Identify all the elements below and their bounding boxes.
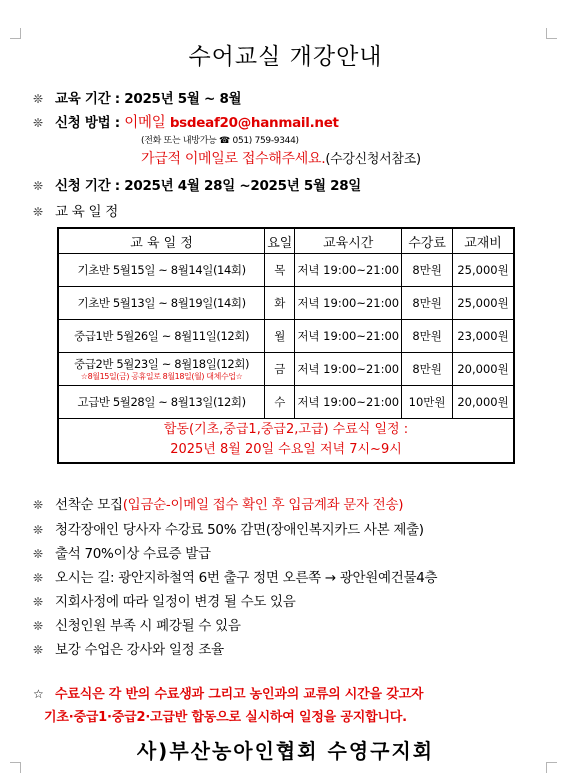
course-cell xyxy=(58,352,265,385)
method-note-black: (수강신청서참조) xyxy=(325,152,421,167)
closing-line-1 xyxy=(33,683,423,702)
note-item xyxy=(33,590,296,610)
column-header-day: 요일 xyxy=(265,228,295,254)
bullet-icon: ❊ xyxy=(33,643,43,657)
time-cell: 저녁 19:00~21:00 xyxy=(295,254,402,287)
note-item xyxy=(33,638,224,658)
apply-period-line xyxy=(33,174,361,194)
note-text-red: (입금순-이메일 접수 확인 후 입금계좌 문자 전송) xyxy=(122,497,404,513)
fee-cell: 8만원 xyxy=(402,319,453,352)
joint-ceremony-line2: 2025년 8월 20일 수요일 저녁 7시~9시 xyxy=(170,442,402,458)
bullet-icon: ❊ xyxy=(33,523,43,537)
closing-text-1: 수료식은 각 반의 수료생과 그리고 농인과의 교류의 시간을 갖고자 xyxy=(55,687,424,702)
schedule-heading-line xyxy=(33,200,118,220)
fee-cell: 8만원 xyxy=(402,254,453,287)
period-label: 교육 기간 : xyxy=(55,91,120,107)
note-text: 지회사정에 따라 일정이 변경 될 수도 있음 xyxy=(55,594,296,610)
closing-line-2: 기초·중급1·중급2·고급반 합동으로 실시하여 일정을 공지합니다. xyxy=(44,710,407,725)
schedule-heading: 교 육 일 정 xyxy=(55,204,118,220)
note-text: 오시는 길: 광안지하철역 6번 출구 정면 오른쪽 → 광안원예건물4층 xyxy=(55,570,438,586)
day-cell: 금 xyxy=(265,352,295,385)
bullet-icon: ❊ xyxy=(33,595,43,609)
method-note-red: 가급적 이메일로 접수해주세요. xyxy=(141,151,326,167)
bullet-icon: ❊ xyxy=(33,571,43,585)
bullet-icon: ❊ xyxy=(33,619,43,633)
column-header-time: 교육시간 xyxy=(295,228,402,254)
column-header-fee: 수강료 xyxy=(402,228,453,254)
bullet-icon: ❊ xyxy=(33,179,43,193)
time-cell: 저녁 19:00~21:00 xyxy=(295,352,402,385)
book-cell: 23,000원 xyxy=(453,319,514,352)
note-item xyxy=(33,566,437,586)
course-cell: 기초반 5월15일 ~ 8월14일(14회) xyxy=(58,254,265,287)
method-line xyxy=(33,111,339,132)
time-cell: 저녁 19:00~21:00 xyxy=(295,286,402,319)
bullet-icon: ❊ xyxy=(33,205,43,219)
day-cell: 화 xyxy=(265,286,295,319)
table-row xyxy=(58,254,514,287)
bullet-icon: ❊ xyxy=(33,547,43,561)
joint-ceremony-line1: 합동(기초,중급1,중급2,고급) 수료식 일정 : xyxy=(163,422,409,438)
table-row xyxy=(58,319,514,352)
apply-period-label: 신청 기간 : xyxy=(55,178,120,194)
note-text: 출석 70%이상 수료증 발급 xyxy=(55,546,211,562)
fee-cell: 8만원 xyxy=(402,286,453,319)
note-text: 선착순 모집 xyxy=(55,497,123,513)
note-text: 신청인원 부족 시 폐강될 수 있음 xyxy=(55,618,241,634)
bullet-icon: ❊ xyxy=(33,92,43,106)
bullet-icon: ❊ xyxy=(33,498,43,512)
period-line xyxy=(33,87,241,107)
column-header-schedule: 교 육 일 정 xyxy=(58,228,265,254)
table-row xyxy=(58,286,514,319)
period-value: 2025년 5월 ~ 8월 xyxy=(124,91,242,107)
method-label: 신청 방법 : xyxy=(55,115,120,131)
table-row xyxy=(58,385,514,418)
table-header-row xyxy=(58,228,514,254)
contact-info: (전화 또는 내방가능 ☎ 051) 759-9344) xyxy=(141,136,299,146)
method-note xyxy=(141,148,421,168)
book-cell: 25,000원 xyxy=(453,286,514,319)
note-text: 청각장애인 당사자 수강료 50% 감면(장애인복지카드 사본 제출) xyxy=(55,522,424,538)
page-title: 수어교실 개강안내 xyxy=(188,44,383,70)
apply-period-value: 2025년 4월 28일 ~2025년 5월 28일 xyxy=(124,178,362,194)
method-value: 이메일 xyxy=(124,115,166,131)
substitute-class-note: ☆8월15일(금) 공휴일로 8월18일(월) 대체수업☆ xyxy=(80,372,243,382)
book-cell: 25,000원 xyxy=(453,254,514,287)
star-icon: ☆ xyxy=(33,687,44,701)
course-text: 중급2반 5월23일 ~ 8월18일(12회) xyxy=(74,357,250,372)
joint-ceremony-cell xyxy=(58,418,514,463)
column-header-book: 교재비 xyxy=(453,228,514,254)
fee-cell: 10만원 xyxy=(402,385,453,418)
day-cell: 월 xyxy=(265,319,295,352)
joint-ceremony-row xyxy=(58,418,514,463)
bullet-icon: ❊ xyxy=(33,116,43,130)
table-row xyxy=(58,352,514,385)
time-cell: 저녁 19:00~21:00 xyxy=(295,385,402,418)
note-item xyxy=(33,614,241,634)
note-item xyxy=(33,542,211,562)
note-item xyxy=(33,493,403,513)
fee-cell: 8만원 xyxy=(402,352,453,385)
day-cell: 수 xyxy=(265,385,295,418)
course-cell: 기초반 5월13일 ~ 8월19일(14회) xyxy=(58,286,265,319)
course-cell: 고급반 5월28일 ~ 8월13일(12회) xyxy=(58,385,265,418)
day-cell: 목 xyxy=(265,254,295,287)
note-item xyxy=(33,518,424,538)
book-cell: 20,000원 xyxy=(453,385,514,418)
email-address[interactable]: bsdeaf20@hanmail.net xyxy=(169,115,339,131)
course-cell: 중급1반 5월26일 ~ 8월11일(12회) xyxy=(58,319,265,352)
organization-name: 사)부산농아인협회 수영구지회 xyxy=(136,739,435,763)
time-cell: 저녁 19:00~21:00 xyxy=(295,319,402,352)
schedule-table xyxy=(57,227,515,464)
note-text: 보강 수업은 강사와 일정 조율 xyxy=(55,642,224,658)
book-cell: 20,000원 xyxy=(453,352,514,385)
